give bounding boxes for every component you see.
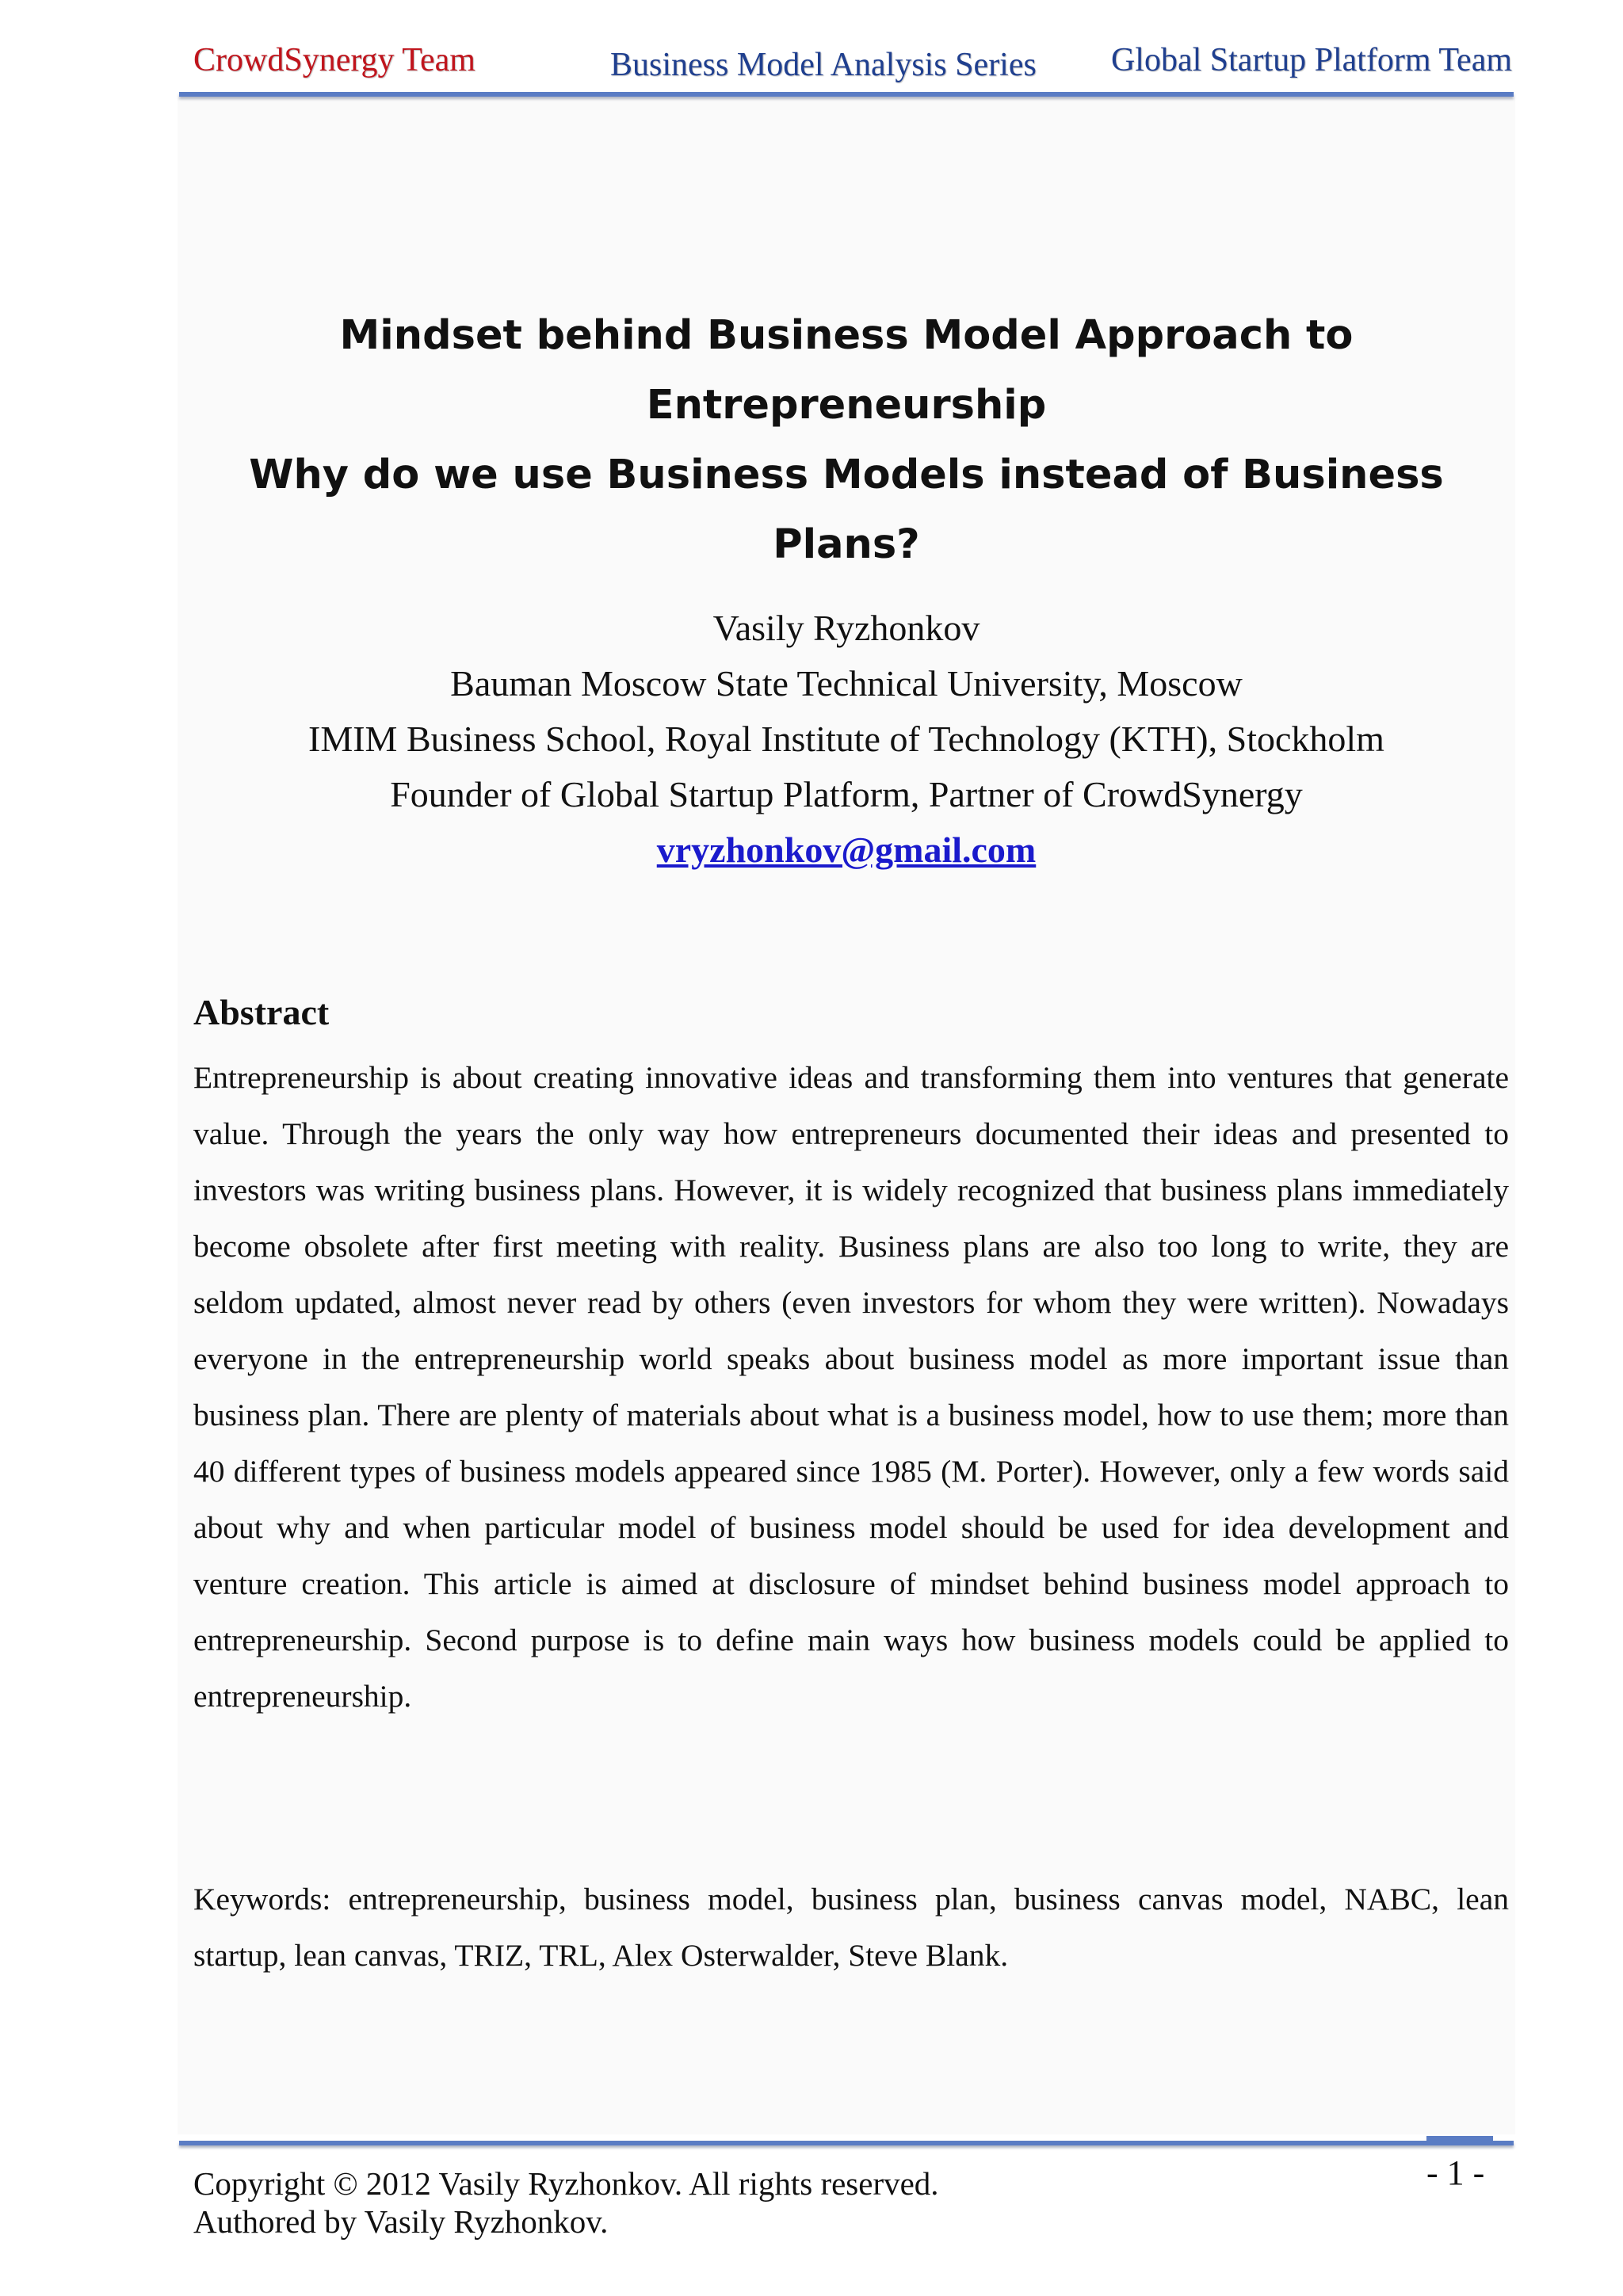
abstract-heading: Abstract	[193, 992, 330, 1032]
footer-rule	[179, 2141, 1514, 2145]
footer-authored-by: Authored by Vasily Ryzhonkov.	[193, 2203, 609, 2240]
author-affiliation-2: IMIM Business School, Royal Institute of Technology (KTH), Stockholm	[308, 719, 1384, 759]
author-info	[178, 601, 1515, 878]
author-affiliation-1: Bauman Moscow State Technical University, Moscow	[450, 663, 1243, 704]
page-number: - 1 -	[1426, 2153, 1485, 2192]
footer-copyright: Copyright © 2012 Vasily Ryzhonkov. All rights reserved.	[193, 2165, 939, 2202]
author-name: Vasily Ryzhonkov	[712, 608, 980, 648]
paper-title	[178, 301, 1515, 580]
keywords-paragraph: Keywords: entrepreneurship, business model, business plan, business canvas model, NABC, lean startup, lean canvas, TRIZ, TRL, Alex Osterwalder, Steve Blank.	[193, 1882, 1509, 1973]
title-line-2: Why do we use Business Models instead of Business Plans?	[249, 452, 1444, 568]
header-left-team: CrowdSynergy Team	[193, 42, 475, 78]
page-number-tab	[1426, 2136, 1493, 2142]
author-email-link[interactable]: vryzhonkov@gmail.com	[656, 830, 1037, 870]
header-series-title: Business Model Analysis Series	[610, 47, 1037, 83]
header-right-team: Global Startup Platform Team	[1110, 42, 1512, 78]
header-rule	[179, 92, 1514, 97]
title-line-1: Mindset behind Business Model Approach to Entrepreneurship	[339, 312, 1354, 429]
author-affiliation-3: Founder of Global Startup Platform, Partner of CrowdSynergy	[390, 774, 1303, 814]
abstract-body: Entrepreneurship is about creating innovative ideas and transforming them into ventures that generate value. Through the years the only way how entrepreneurs documented their ideas and presented to investors was writing business plans. However, it is widely recognized that business plans immediately become obsolete after first meeting with reality. Business plans are also too long to write, they are seldom updated, almost never read by others (even investors for whom they were written). Nowadays everyone in the entrepreneurship world speaks about business model as more important issue than business plan. There are plenty of materials about what is a business model, how to use them; more than 40 different types of business models appeared since 1985 (M. Porter). However, only a few words said about why and when particular model of business model should be used for idea development and venture creation. This article is aimed at disclosure of mindset behind business model approach to entrepreneurship. Second purpose is to define main ways how business models could be applied to entrepreneurship.	[193, 1060, 1509, 1714]
